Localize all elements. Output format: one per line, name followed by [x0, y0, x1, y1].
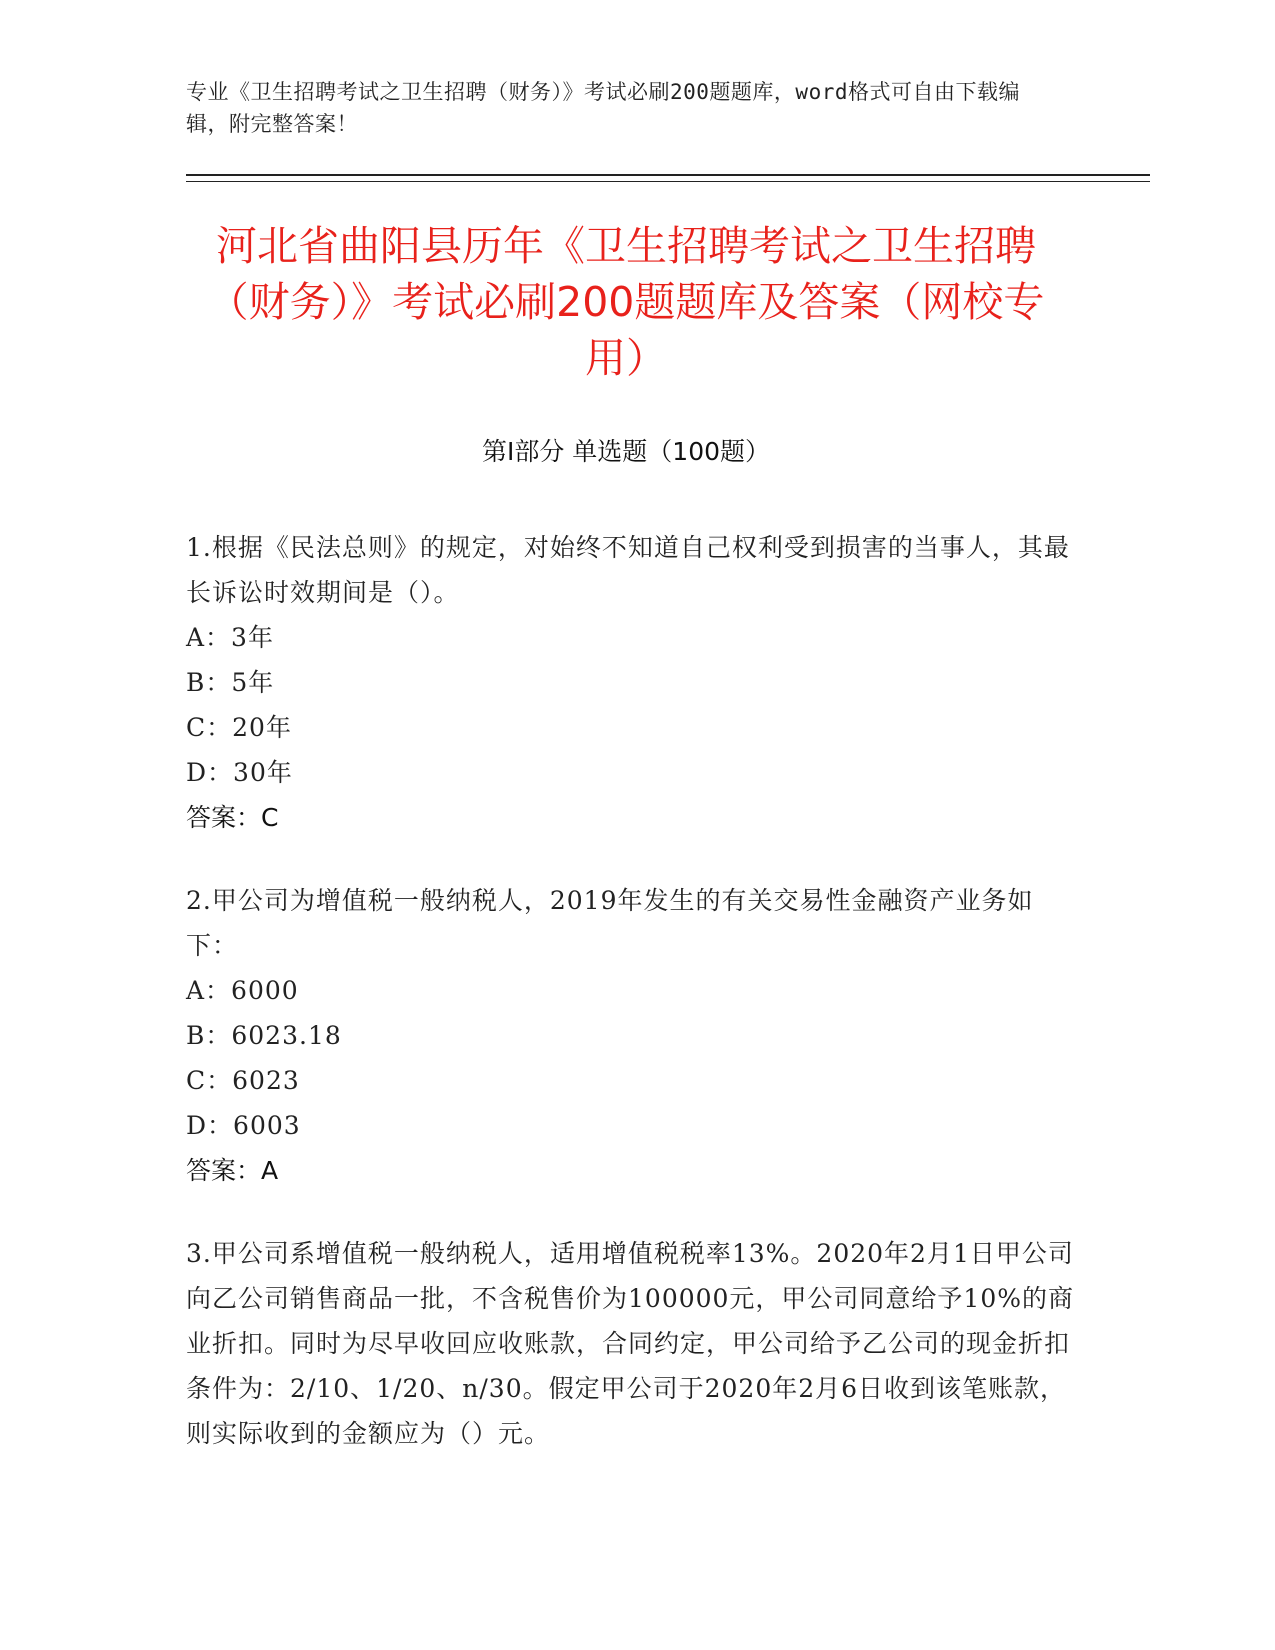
question-item	[186, 1231, 1076, 1456]
question-answer: 答案：A	[186, 1156, 279, 1185]
question-stem: 2.甲公司为增值税一般纳税人，2019年发生的有关交易性金融资产业务如下：	[186, 886, 1034, 960]
question-option-a: A：3年	[186, 623, 274, 652]
question-option-d: D：30年	[186, 758, 293, 787]
question-item	[186, 878, 1076, 1193]
question-stem: 1.根据《民法总则》的规定，对始终不知道自己权利受到损害的当事人，其最长诉讼时效期间是（）。	[186, 533, 1070, 607]
header-note: 专业《卫生招聘考试之卫生招聘（财务）》考试必刷200题题库，word格式可自由下载编辑，附完整答案！	[186, 80, 1020, 136]
section-title: 第I部分 单选题（100题）	[481, 437, 771, 466]
question-option-b: B：6023.18	[186, 1021, 342, 1050]
question-option-b: B：5年	[186, 668, 275, 697]
question-stem: 3.甲公司系增值税一般纳税人，适用增值税税率13%。2020年2月1日甲公司向乙公司销售商品一批，不含税售价为100000元，甲公司同意给予10%的商业折扣。同时为尽早收回应收账款，合同约定，甲公司给予乙公司的现金折扣条件为：2/10、1/20、n/30。假定甲公司于2020年2月6日收到该笔账款，则实际收到的金额应为（）元。	[186, 1239, 1075, 1448]
header-divider-thick	[186, 174, 1150, 176]
question-list	[186, 525, 1076, 1494]
question-option-c: C：6023	[186, 1066, 300, 1095]
question-answer: 答案：C	[186, 803, 279, 832]
header-divider-thin	[186, 181, 1150, 182]
document-title: 河北省曲阳县历年《卫生招聘考试之卫生招聘（财务）》考试必刷200题题库及答案（网校专用）	[207, 222, 1045, 382]
question-option-a: A：6000	[186, 976, 299, 1005]
question-option-c: C：20年	[186, 713, 292, 742]
question-option-d: D：6003	[186, 1111, 301, 1140]
question-item	[186, 525, 1076, 840]
